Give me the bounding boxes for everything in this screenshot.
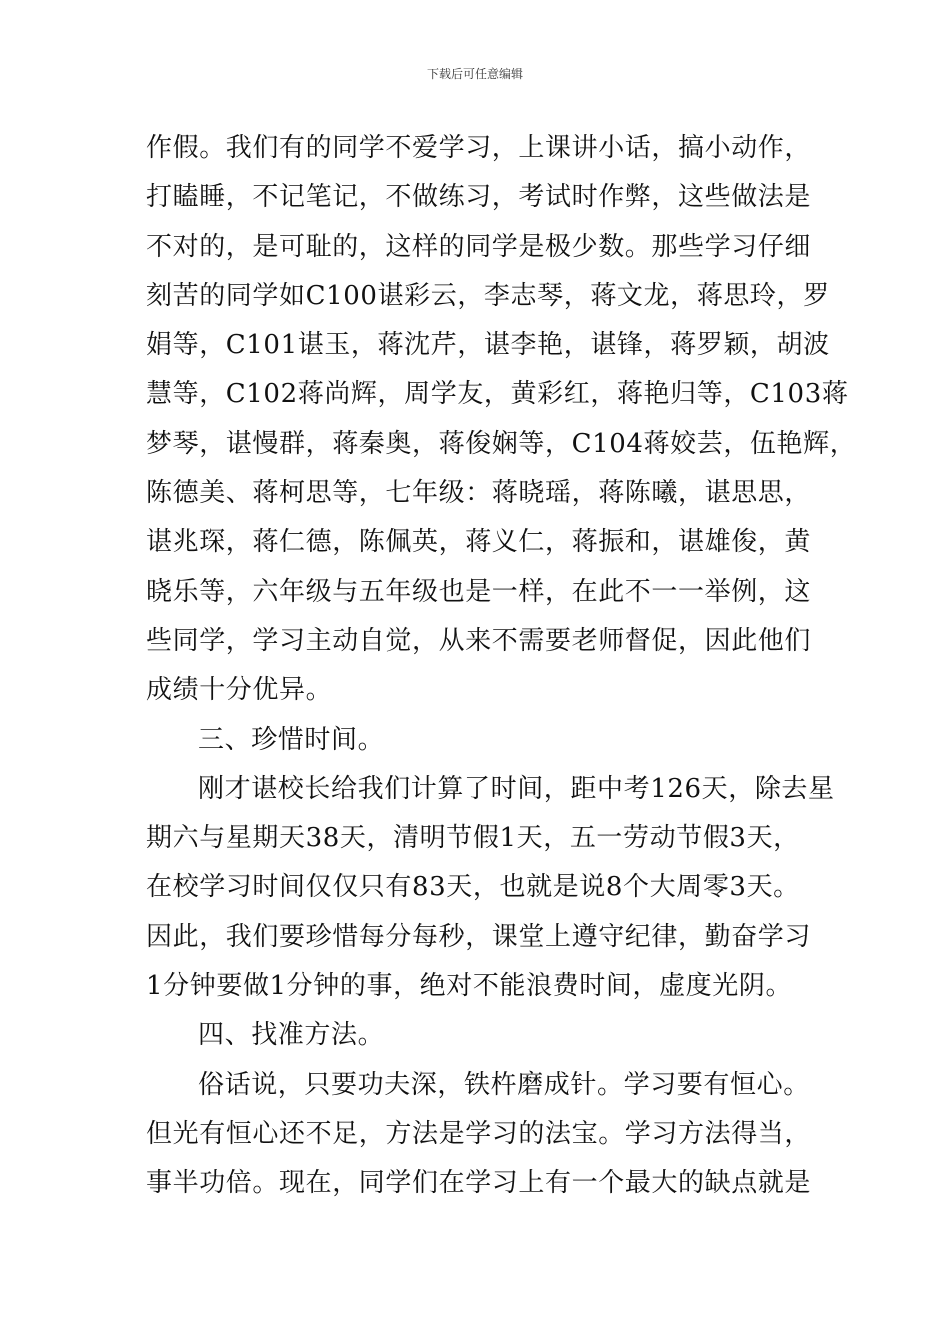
text-line: 期六与星期天38天，清明节假1天，五一劳动节假3天， — [146, 823, 800, 854]
text-line: 些同学，学习主动自觉，从来不需要老师督促，因此他们 — [146, 625, 812, 656]
section-heading: 四、找准方法。 — [198, 1020, 385, 1051]
section-heading: 三、珍惜时间。 — [198, 724, 385, 755]
text-line: 作假。我们有的同学不爱学习，上课讲小话，搞小动作， — [146, 133, 812, 163]
text-line: 晓乐等，六年级与五年级也是一样，在此不一一举例，这 — [146, 576, 812, 607]
text-line: 娟等，C101谌玉，蒋沈芹，谌李艳，谌锋，蒋罗颖，胡波 — [146, 330, 830, 361]
text-line: 慧等，C102蒋尚辉，周学友，黄彩红，蒋艳归等，C103蒋 — [146, 379, 849, 410]
text-line: 不对的，是可耻的，这样的同学是极少数。那些学习仔细 — [146, 231, 812, 262]
text-line: 俗话说，只要功夫深，铁杵磨成针。学习要有恒心。 — [198, 1069, 810, 1100]
text-line: 事半功倍。现在，同学们在学习上有一个最大的缺点就是 — [146, 1168, 812, 1199]
text-line: 刻苦的同学如C100谌彩云，李志琴，蒋文龙，蒋思玲，罗 — [146, 280, 830, 311]
text-line: 成绩十分优异。 — [146, 675, 333, 706]
document-body — [146, 124, 857, 1209]
text-line: 陈德美、蒋柯思等，七年级：蒋晓瑶，蒋陈曦，谌思思， — [146, 478, 812, 509]
text-line: 但光有恒心还不足，方法是学习的法宝。学习方法得当， — [146, 1118, 812, 1149]
text-line: 1分钟要做1分钟的事，绝对不能浪费时间，虚度光阴。 — [146, 971, 793, 1002]
text-line: 梦琴，谌慢群，蒋秦奥，蒋俊娴等，C104蒋姣芸，伍艳辉， — [146, 428, 857, 459]
text-line: 刚才谌校长给我们计算了时间，距中考126天，除去星 — [198, 773, 835, 804]
text-line: 在校学习时间仅仅只有83天，也就是说8个大周零3天。 — [146, 872, 800, 903]
text-line: 因此，我们要珍惜每分每秒，课堂上遵守纪律，勤奋学习 — [146, 921, 812, 952]
text-line: 谌兆琛，蒋仁德，陈佩英，蒋义仁，蒋振和，谌雄俊，黄 — [146, 527, 812, 558]
page-header: 下载后可任意编辑 — [426, 67, 523, 81]
text-line: 打瞌睡，不记笔记，不做练习，考试时作弊，这些做法是 — [146, 182, 812, 213]
